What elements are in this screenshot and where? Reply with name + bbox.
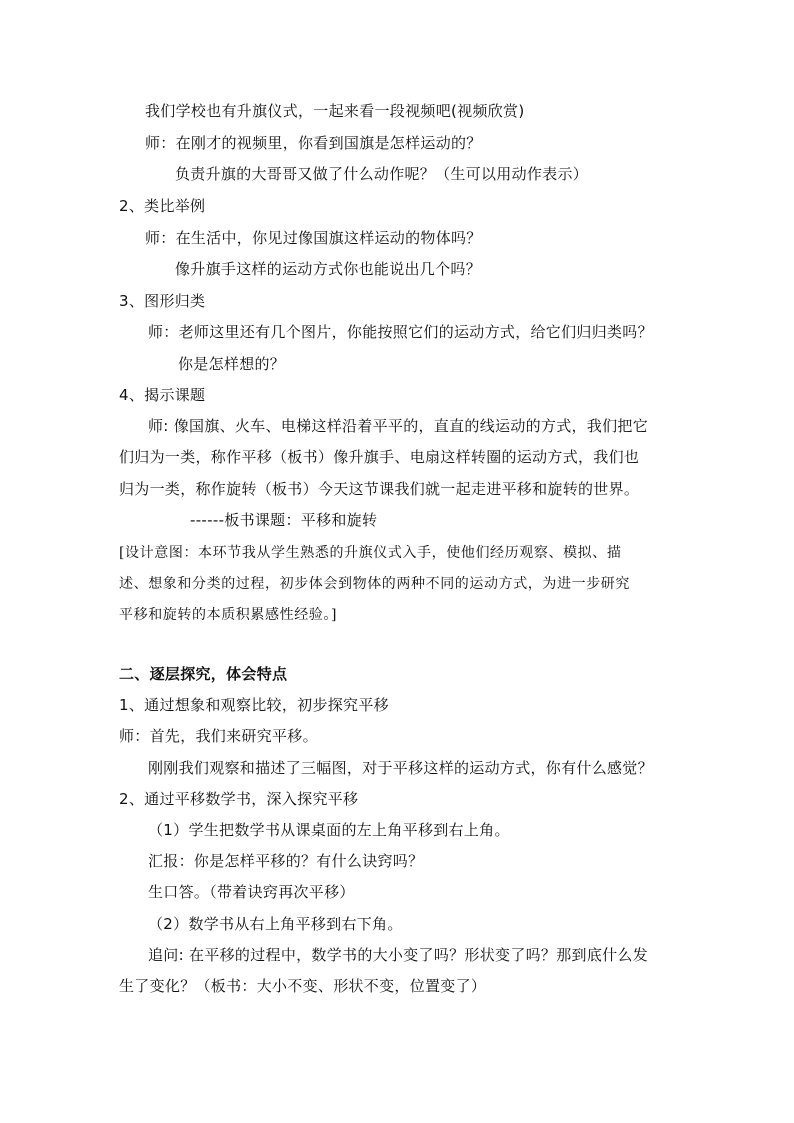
- section-heading: 1、通过想象和观察比较，初步探究平移: [119, 696, 389, 714]
- text-line: 汇报：你是怎样平移的？有什么诀窍吗？: [148, 852, 424, 870]
- text-line: 师：老师这里还有几个图片，你能按照它们的运动方式，给它们归归类吗？: [148, 323, 653, 341]
- text-line: 追问: 在平移的过程中，数学书的大小变了吗？形状变了吗？那到底什么发: [148, 946, 649, 964]
- design-note: 述、想象和分类的过程，初步体会到物体的两种不同的运动方式，为进一步研究: [119, 576, 630, 592]
- text-line: （2）数学书从右上角平移到右下角。: [148, 915, 403, 933]
- section-heading: 2、通过平移数学书，深入探究平移: [119, 790, 359, 808]
- text-line: 师：首先，我们来研究平移。: [119, 727, 318, 745]
- part-heading: 二、逐层探究，体会特点: [119, 665, 288, 683]
- design-note: 平移和旋转的本质积累感性经验。]: [119, 607, 338, 623]
- text-line: 像升旗手这样的运动方式你也能说出几个吗？: [175, 260, 482, 278]
- section-heading: 3、图形归类: [119, 292, 206, 310]
- text-line: 师: 像国旗、火车、电梯这样沿着平平的，直直的线运动的方式，我们把它: [148, 417, 649, 435]
- text-line: （1）学生把数学书从课桌面的左上角平移到右上角。: [148, 821, 510, 839]
- text-line: 你是怎样想的？: [178, 355, 286, 373]
- board-title: ------板书课题：平移和旋转: [190, 511, 378, 529]
- design-note: [设计意图：本环节我从学生熟悉的升旗仪式入手，使他们经历观察、模拟、描: [119, 545, 622, 561]
- text-line: 刚刚我们观察和描述了三幅图，对于平移这样的运动方式，你有什么感觉？: [148, 759, 653, 777]
- text-line: 负责升旗的大哥哥又做了什么动作呢？（生可以用动作表示）: [175, 165, 589, 183]
- text-line: 生口答。（带着诀窍再次平移）: [148, 883, 355, 901]
- text-line: 我们学校也有升旗仪式，一起来看一段视频吧(视频欣赏): [145, 102, 525, 120]
- section-heading: 2、类比举例: [119, 197, 206, 215]
- text-line: 归为一类，称作旋转（板书）今天这节课我们就一起走进平移和旋转的世界。: [119, 480, 640, 498]
- text-line: 师：在生活中，你见过像国旗这样运动的物体吗？: [145, 229, 482, 247]
- text-line: 们归为一类，称作平移（板书）像升旗手、电扇这样转圈的运动方式，我们也: [119, 448, 640, 466]
- text-line: 生了变化？（板书：大小不变、形状不变，位置变了）: [119, 977, 487, 995]
- text-line: 师：在刚才的视频里，你看到国旗是怎样运动的？: [145, 134, 482, 152]
- section-heading: 4、揭示课题: [119, 386, 206, 404]
